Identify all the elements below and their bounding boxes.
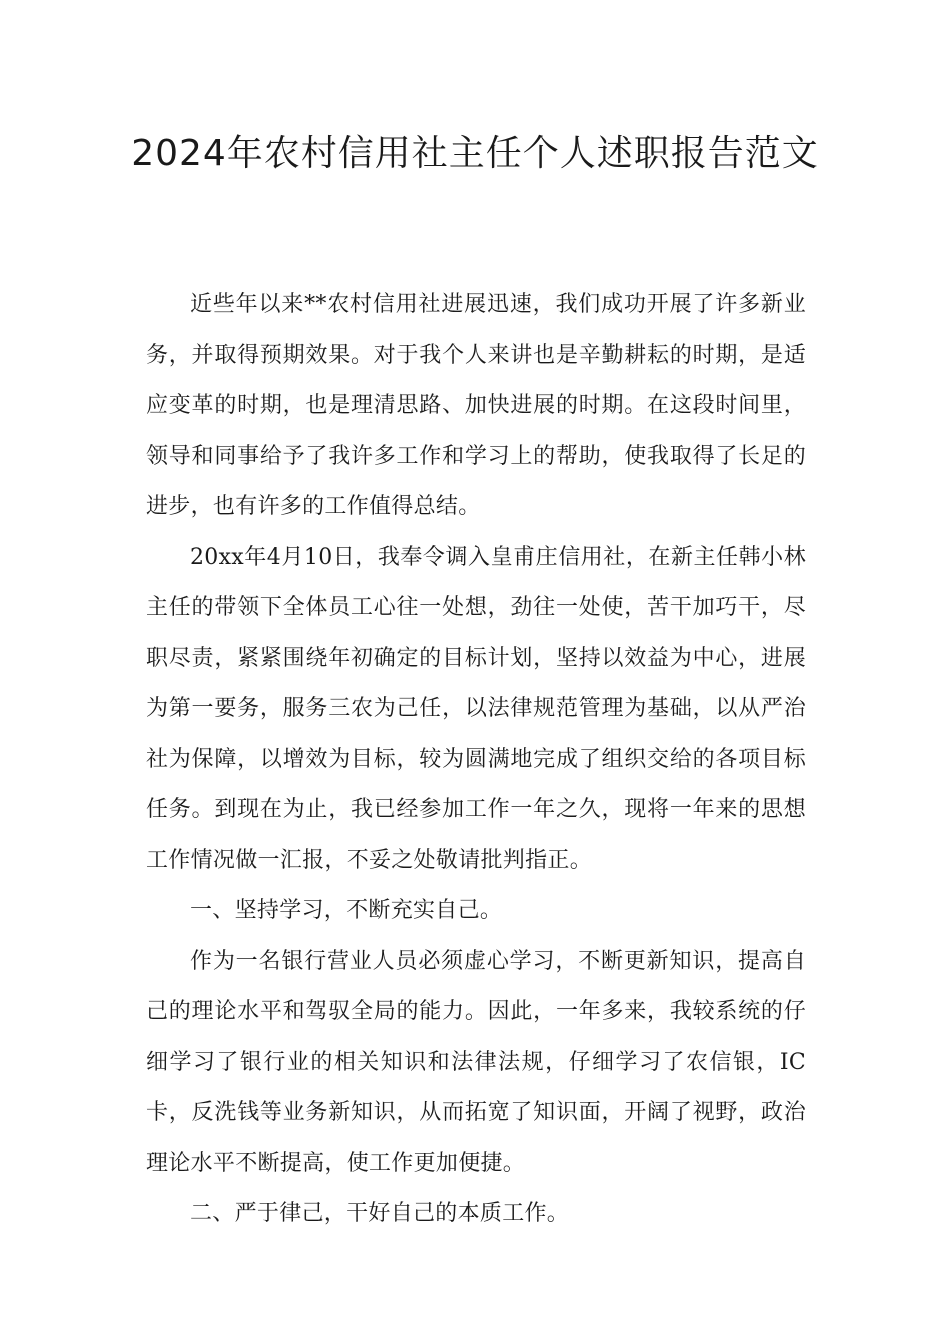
- section-heading-study: 一、坚持学习，不断充实自己。: [190, 898, 503, 923]
- document-body: [146, 280, 806, 1240]
- paragraph-transfer: 20xx年4月10日，我奉令调入皇甫庄信用社，在新主任韩小林主任的带领下全体员工心往一处想，劲往一处使，苦干加巧干，尽职尽责，紧紧围绕年初确定的目标计划，坚持以效益为中心，进展为第一要务，服务三农为己任，以法律规范管理为基础，以从严治社为保障，以增效为目标，较为圆满地完成了组织交给的各项目标任务。到现在为止，我已经参加工作一年之久，现将一年来的思想工作情况做一汇报，不妥之处敬请批判指正。: [146, 544, 806, 873]
- paragraph-study: 作为一名银行营业人员必须虚心学习，不断更新知识，提高自己的理论水平和驾驭全局的能力。因此，一年多来，我较系统的仔细学习了银行业的相关知识和法律法规，仔细学习了农信银，IC卡，反洗钱等业务新知识，从而拓宽了知识面，开阔了视野，政治理论水平不断提高，使工作更加便捷。: [146, 948, 806, 1176]
- section-heading-discipline: 二、严于律己，干好自己的本质工作。: [190, 1201, 570, 1226]
- document-title: 2024年农村信用社主任个人述职报告范文: [131, 133, 819, 174]
- paragraph-intro: 近些年以来**农村信用社进展迅速，我们成功开展了许多新业务，并取得预期效果。对于我个人来讲也是辛勤耕耘的时期，是适应变革的时期，也是理清思路、加快进展的时期。在这段时间里，领导和同事给予了我许多工作和学习上的帮助，使我取得了长足的进步，也有许多的工作值得总结。: [146, 292, 806, 519]
